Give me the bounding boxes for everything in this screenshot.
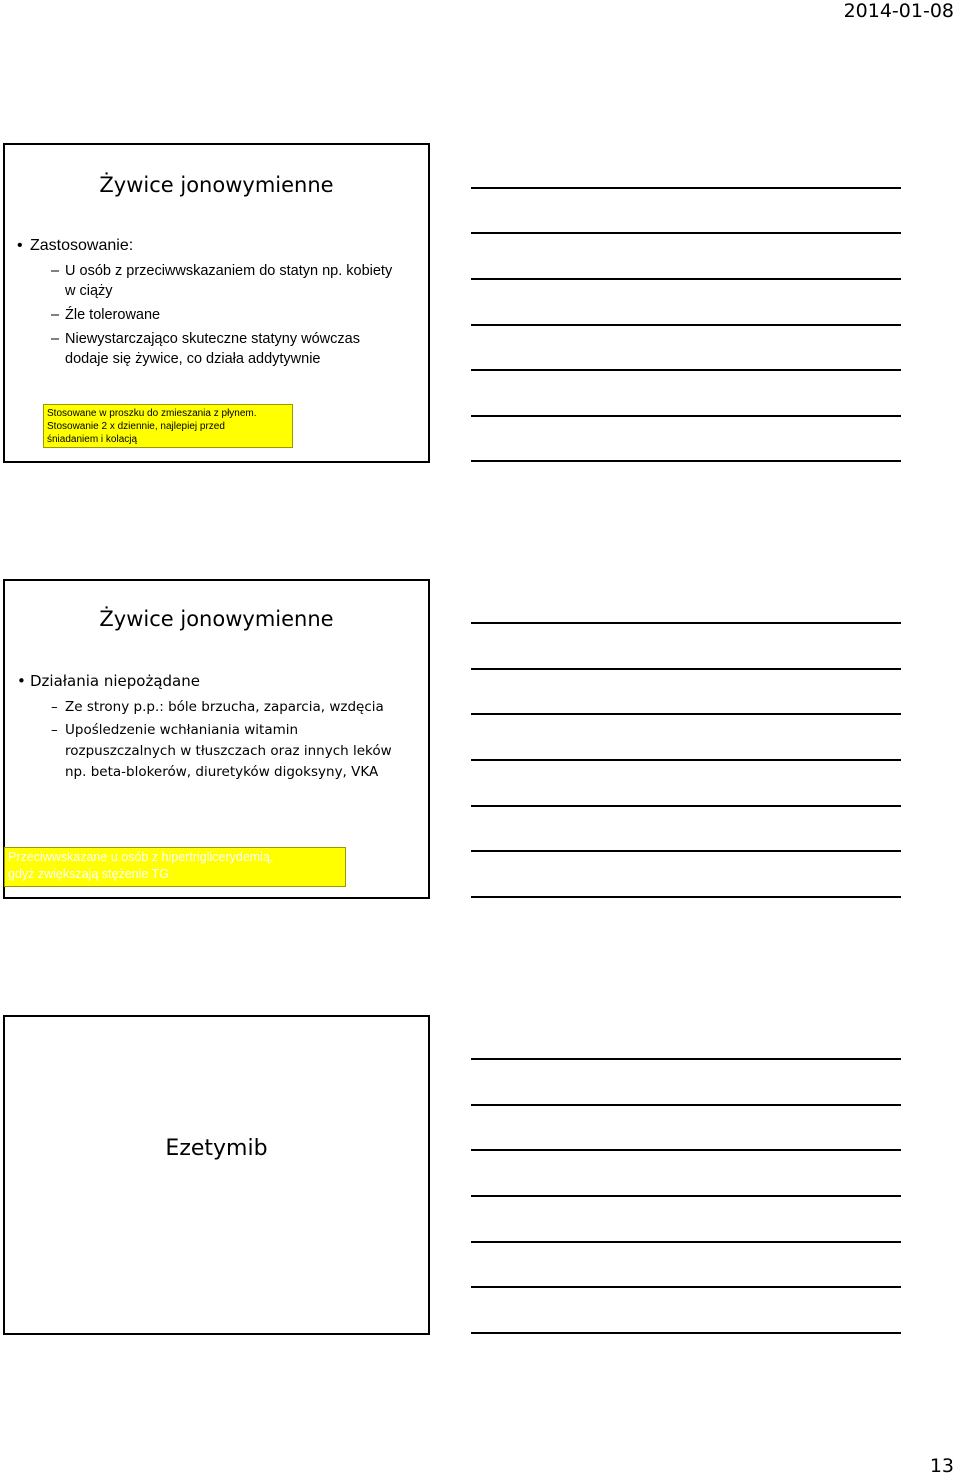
slide-3	[3, 1015, 430, 1335]
note-line: Stosowanie 2 x dziennie, najlepiej przed	[47, 421, 225, 432]
list-item: – Upośledzenie wchłaniania witamin	[51, 722, 299, 738]
list-item-continuation: w ciąży	[65, 283, 113, 299]
note-line: śniadaniem i kolacją	[47, 434, 138, 445]
list-item: – Ze strony p.p.: bóle brzucha, zaparcia, wzdęcia	[51, 699, 384, 715]
slide-2	[3, 579, 430, 899]
bullet-text: • Zastosowanie:	[30, 237, 133, 255]
slide-title: Żywice jonowymienne	[99, 173, 334, 197]
slide-title: Żywice jonowymienne	[99, 607, 334, 631]
note-line: gdyż zwiększają stężenie TG	[8, 867, 169, 881]
list-item-continuation: np. beta-blokerów, diuretyków digoksyny, VKA	[65, 764, 379, 780]
notes-lines	[471, 622, 901, 902]
notes-lines	[471, 1058, 901, 1338]
list-item: – Niewystarczająco skuteczne statyny wówczas	[51, 331, 360, 347]
list-item-continuation: rozpuszczalnych w tłuszczach oraz innych leków	[65, 743, 392, 759]
slide-1	[3, 143, 430, 463]
note-line: Stosowane w proszku do zmieszania z płynem.	[47, 408, 257, 419]
page-number: 13	[929, 1455, 954, 1477]
notes-lines	[471, 187, 901, 467]
list-item: – Źle tolerowane	[51, 307, 161, 323]
slide-title: Ezetymib	[165, 1136, 268, 1161]
bullet-text: • Działania niepożądane	[30, 672, 200, 690]
header-date: 2014-01-08	[843, 0, 954, 22]
list-item: – U osób z przeciwwskazaniem do statyn np. kobiety	[51, 263, 393, 279]
list-item-continuation: dodaje się żywice, co działa addytywnie	[65, 351, 321, 367]
highlight-note	[43, 404, 293, 448]
highlight-note	[4, 847, 346, 887]
note-line: Przeciwwskazane u osób z hipertriglicerydemią,	[8, 850, 274, 864]
